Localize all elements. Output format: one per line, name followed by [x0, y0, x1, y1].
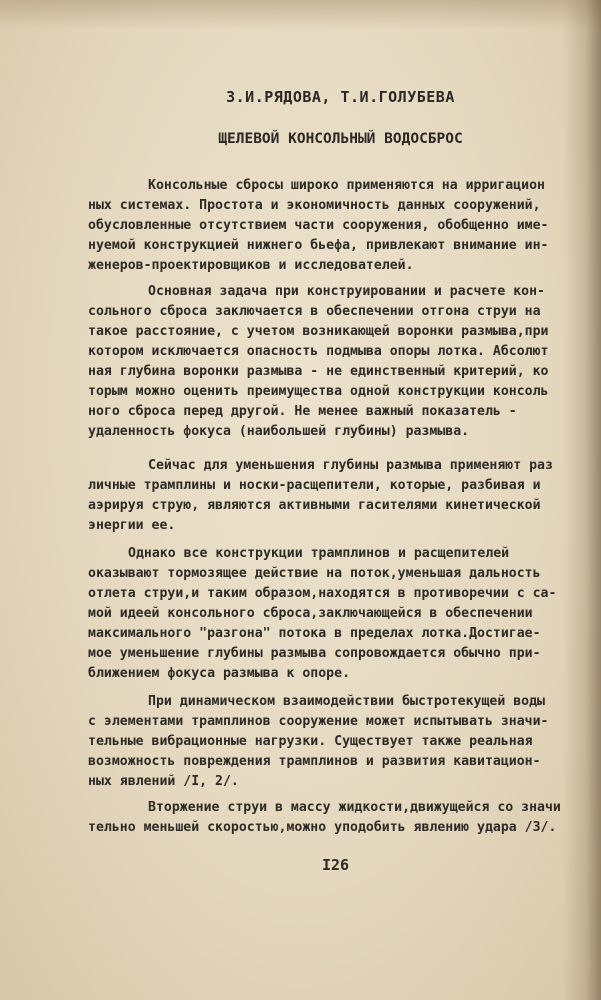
- text-line: Сейчас для уменьшения глубины размыва применяют раз: [148, 458, 553, 473]
- text-line: возможность повреждения трамплинов и развития кавитацион-: [88, 754, 541, 769]
- text-line: мое уменьшение глубины размыва сопровождается обычно при-: [88, 646, 541, 661]
- text-line: При динамическом взаимодействии быстротекущей воды: [148, 694, 545, 709]
- text-line: ных системах. Простота и экономичность данных сооружений,: [88, 198, 541, 213]
- text-line: с элементами трамплинов сооружение может испытывать значи-: [88, 714, 549, 729]
- authors-line: З.И.РЯДОВА, Т.И.ГОЛУБЕВА: [226, 88, 455, 106]
- page-top-shade: [0, 0, 601, 30]
- text-line: тельные вибрационные нагрузки. Существует также реальная: [88, 734, 533, 749]
- text-line: отлета струи,и таким образом,находятся в противоречии с са-: [88, 586, 557, 601]
- text-line: обусловленные отсутствием части сооружения, обобщенно име-: [88, 218, 549, 233]
- text-line: оказывают тормозящее действие на поток,уменьшая дальность: [88, 566, 541, 581]
- text-line: ближением фокуса размыва к опоре.: [88, 666, 351, 681]
- text-line: женеров-проектировщиков и исследователей.: [88, 258, 414, 273]
- text-line: личные трамплины и носки-расщепители, которые, разбивая и: [88, 478, 541, 493]
- text-line: Вторжение струи в массу жидкости,движущейся со значи: [148, 800, 561, 815]
- text-line: ного сброса перед другой. Не менее важный показатель -: [88, 404, 517, 419]
- text-line: удаленность фокуса (наибольшей глубины) размыва.: [88, 424, 470, 439]
- page-edge-shadow: [563, 0, 601, 1000]
- text-line: ных явлений /I, 2/.: [88, 774, 239, 789]
- text-line: Консольные сбросы широко применяются на ирригацион: [148, 178, 545, 193]
- text-line: аэрируя струю, являются активными гасителями кинетической: [88, 498, 541, 513]
- text-line: котором исключается опасность подмыва опоры лотка. Абсолют: [88, 344, 549, 359]
- text-line: такое расстояние, с учетом возникающей воронки размыва,при: [88, 324, 549, 339]
- text-line: сольного сброса заключается в обеспечении отгона струи на: [88, 304, 541, 319]
- text-line: торым можно оценить преимущества одной конструкции консоль: [88, 384, 549, 399]
- text-line: Однако все конструкции трамплинов и расщепителей: [128, 546, 510, 561]
- text-line: максимального "разгона" потока в пределах лотка.Достигае-: [88, 626, 541, 641]
- text-line: тельно меньшей скоростью,можно уподобить явлению удара /3/.: [88, 820, 557, 835]
- page-number: I26: [321, 856, 350, 874]
- text-line: нуемой конструкцией нижнего бьефа, привлекают внимание ин-: [88, 238, 549, 253]
- text-line: энергии ее.: [88, 518, 176, 533]
- text-line: Основная задача при конструировании и расчете кон-: [148, 284, 545, 299]
- text-line: ная глубина воронки размыва - не единственный критерий, ко: [88, 364, 549, 379]
- article-title: ЩЕЛЕВОЙ КОНСОЛЬНЫЙ ВОДОСБРОС: [218, 131, 463, 147]
- text-line: мой идеей консольного сброса,заключающейся в обеспечении: [88, 606, 533, 621]
